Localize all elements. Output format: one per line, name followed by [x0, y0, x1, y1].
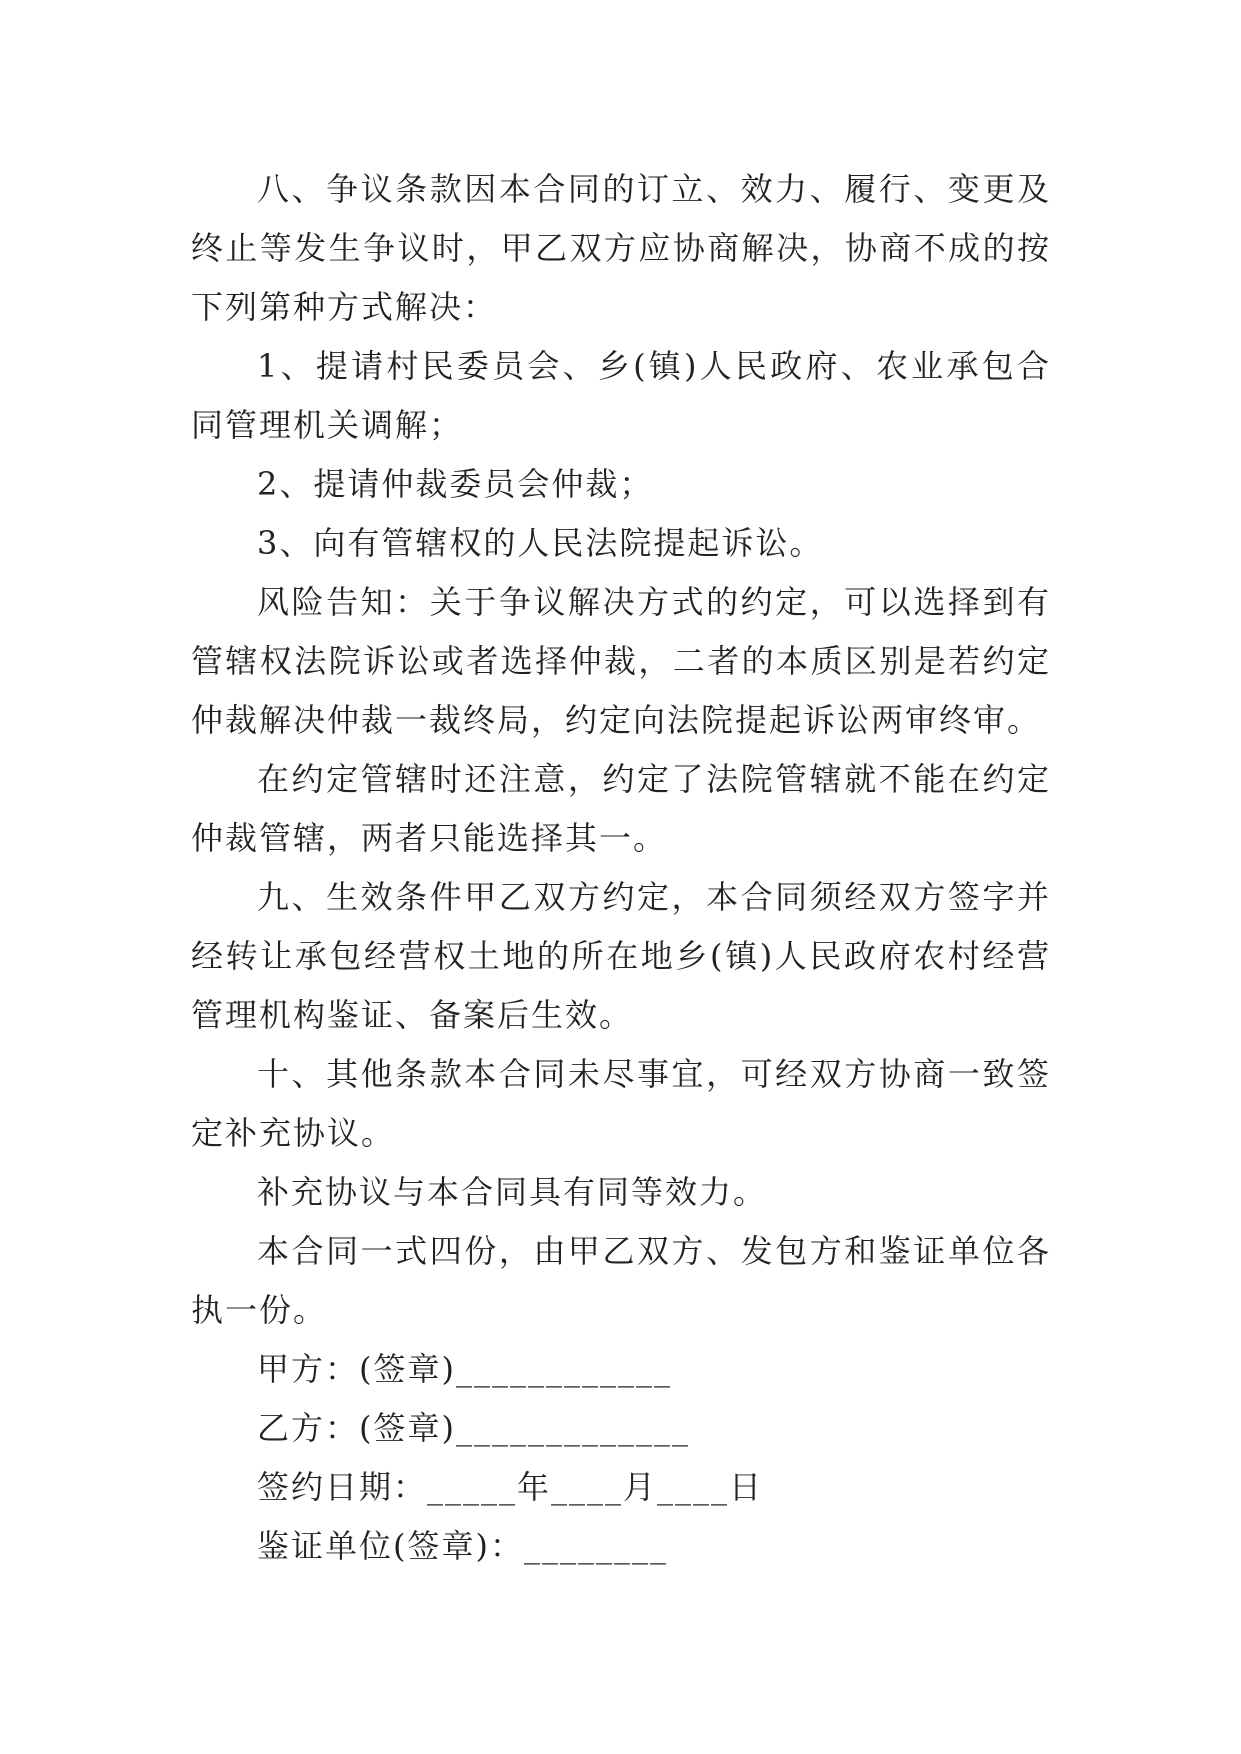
risk-notice: 风险告知：关于争议解决方式的约定，可以选择到有管辖权法院诉讼或者选择仲裁，二者的本质区别是若约定仲裁解决仲裁一裁终局，约定向法院提起诉讼两审终审。: [191, 583, 1051, 739]
supplement-effect: 补充协议与本合同具有同等效力。: [257, 1173, 768, 1211]
clause-8-dispute: 八、争议条款因本合同的订立、效力、履行、变更及终止等发生争议时，甲乙双方应协商解决，协商不成的按下列第种方式解决：: [191, 170, 1051, 326]
document-body: [191, 160, 1051, 1576]
party-b-signature: 乙方：(签章)_____________: [257, 1409, 690, 1447]
party-a-signature: 甲方：(签章)____________: [257, 1350, 672, 1388]
copies-note: 本合同一式四份，由甲乙双方、发包方和鉴证单位各执一份。: [191, 1232, 1051, 1329]
clause-10-other: 十、其他条款本合同未尽事宜，可经双方协商一致签定补充协议。: [191, 1055, 1051, 1152]
dispute-option-1: 1、提请村民委员会、乡(镇)人民政府、农业承包合同管理机关调解；: [191, 347, 1051, 444]
dispute-option-3: 3、向有管辖权的人民法院提起诉讼。: [257, 524, 824, 562]
dispute-option-2: 2、提请仲裁委员会仲裁；: [257, 465, 654, 503]
clause-9-effect: 九、生效条件甲乙双方约定，本合同须经双方签字并经转让承包经营权土地的所在地乡(镇)人民政府农村经营管理机构鉴证、备案后生效。: [191, 878, 1051, 1034]
sign-date: 签约日期：_____年____月____日: [257, 1468, 764, 1506]
jurisdiction-note: 在约定管辖时还注意，约定了法院管辖就不能在约定仲裁管辖，两者只能选择其一。: [191, 760, 1051, 857]
certifier-signature: 鉴证单位(签章)：________: [257, 1527, 668, 1565]
